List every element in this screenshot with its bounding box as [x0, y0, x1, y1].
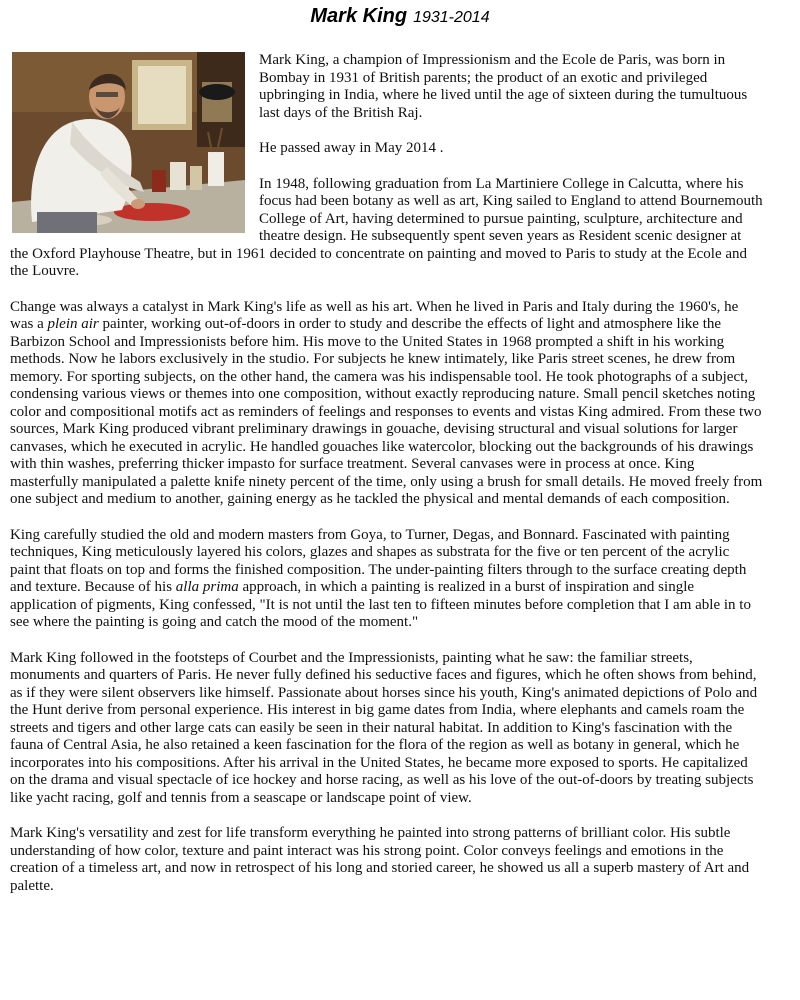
paragraph-subjects: Mark King followed in the footsteps of Courbet and the Impressionists, painting what he saw: the familiar streets, monuments and quarters of Paris. He never fully defined his seductive faces and figures, which he often shows from behind, as if they were silent observers like himself. Passionate about horses since his youth, King's animated depictions of Polo and the Hunt derive from personal experience. His interest in big game dates from India, where elephants and camels roam the streets and tigers and other large cats can easily be seen in their natural habitat. In addition to King's fascination with the fauna of Central Asia, he also retained a keen fascination for the flora of the region as well as botany in general, which he incorporates into his compositions. After his arrival in the United States, he became more exposed to sports. He capitalized on the drama and visual spectacle of ice hockey and horse racing, as well as his love of the out-of-doors by treating subjects like yacht racing, golf and tennis from a seascape or landscape point of view. — [10, 649, 758, 806]
artist-years: 1931-2014 — [413, 9, 490, 26]
paragraph-methods-part-2: painter, working out-of-doors in order to study and describe the effects of light and atmosphere like the Barbizon School and Impressionists before him. His move to the United States in 1968 prompted a shift in his working methods. Now he labors exclusively in the studio. For subjects he knew intimately, like Paris street scenes, he drew from memory. For sporting subjects, on the other hand, the camera was his indispensable tool. He took photographs of a subject, condensing various views or themes into one composition, without exactly reproducing nature. Small pencil sketches noting color and compositional motifs act as reminders of feelings and responses to events and vistas King admired. From these two sources, Mark King produced vibrant preliminary drawings in gouache, devising structural and visual solutions for larger canvases, which he executed in acrylic. He handled gouaches like watercolor, blocking out the backgrounds of his drawings with thin washes, preferring thicker impasto for surface treatment. Several canvases were in process at once. King masterfully manipulated a palette knife ninety percent of the time, only using a brush for small details. He moved freely from one subject and medium to another, gaining energy as he tackled the physical and mental demands of each composition. — [10, 316, 763, 507]
paragraph-masters-part-1: King carefully studied the old and modern masters from Goya, to Turner, Degas, and Bonnard. Fascinated with painting techniques, King meticulously layered his colors, glazes and shapes as substrata for the five or ten percent of the acrylic paint that floats on top and forms the finished composition. The under-painting filters through to the surface creating depth and texture. Because of his — [10, 526, 747, 595]
page-title — [0, 5, 800, 28]
paragraph-methods-italic: plein air — [47, 316, 99, 332]
paragraph-masters-italic: alla prima — [175, 579, 239, 595]
paragraph-education: In 1948, following graduation from La Martiniere College in Calcutta, where his focus had been botany as well as art, King sailed to England to attend Bournemouth College of Art, having determined to pursue painting, sculpture, architecture and theatre design. He subsequently spent seven years as Resident scenic designer at the Oxford Playhouse Theatre, but in 1961 decided to concentrate on painting and moved to Paris to study at the Ecole and the Louvre. — [10, 175, 763, 279]
paragraph-methods-part-1: Change was always a catalyst in Mark King's life as well as his art. When he lived in Paris and Italy during the 1960's, he was a — [10, 298, 739, 332]
paragraph-intro: Mark King, a champion of Impressionism and the Ecole de Paris, was born in Bombay in 1931 of British parents; the product of an exotic and privileged upbringing in India, where he lived until the age of sixteen during the tumultuous last days of the British Raj. — [259, 52, 748, 121]
paragraph-methods — [10, 299, 763, 509]
paragraph-death: He passed away in May 2014 . — [259, 140, 444, 156]
paragraph-legacy: Mark King's versatility and zest for life transform everything he painted into strong patterns of brilliant color. His subtle understanding of how color, texture and paint interact was his strong point. Color conveys feelings and emotions in the creation of a timeless art, and now in retrospect of his long and storied career, he showed us all a superb mastery of Art and palette. — [10, 825, 750, 894]
biography-body — [10, 52, 763, 913]
artist-name: Mark King — [310, 5, 408, 27]
paragraph-masters-part-2: approach, in which a painting is realized in a burst of inspiration and single application of pigments, King confessed, "It is not until the last ten to fifteen minutes before completion that I am able in to see where the painting is going and catch the mood of the moment." — [10, 579, 751, 630]
artist-portrait-photo — [12, 52, 245, 233]
artist-portrait-image — [12, 52, 245, 233]
paragraph-masters — [10, 527, 763, 632]
